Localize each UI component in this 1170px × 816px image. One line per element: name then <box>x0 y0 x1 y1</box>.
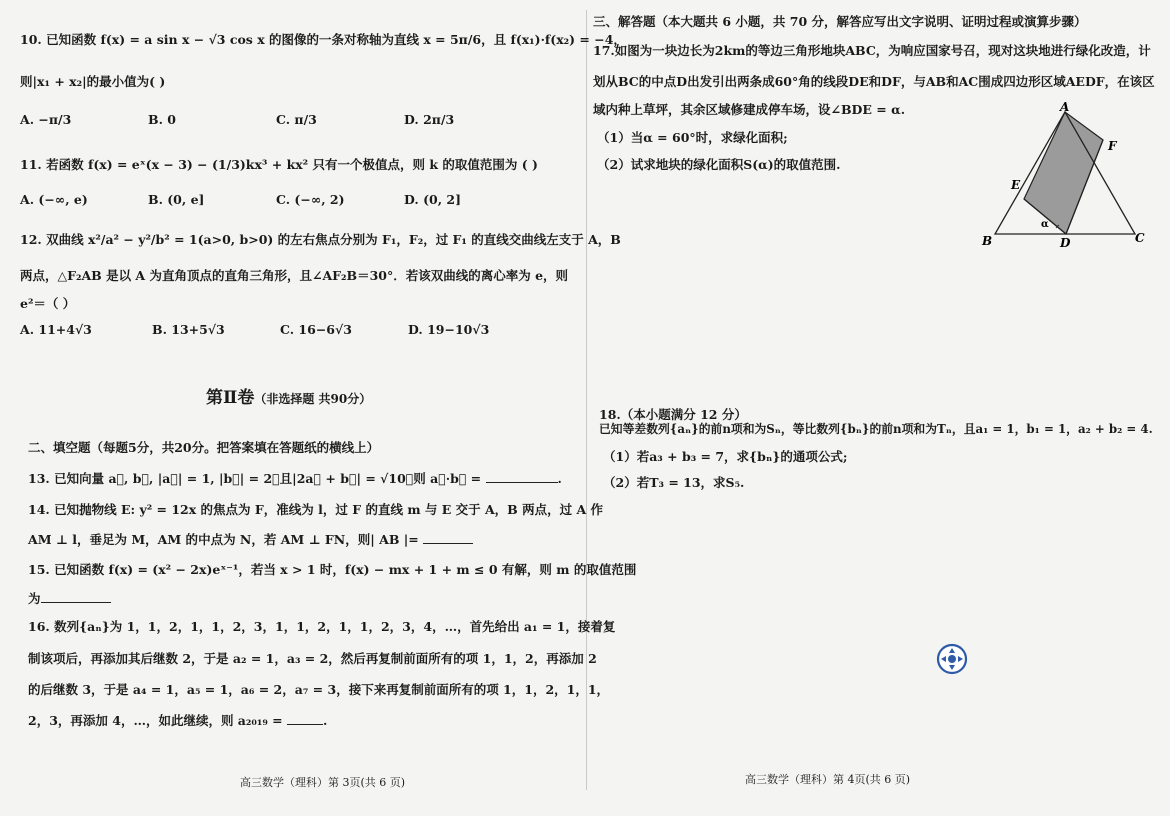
label-b: B <box>982 234 993 248</box>
q10-line1: 10. 已知函数 f(x) = a sin x − √3 cos x 的图像的一条对称轴为直线 x = 5π/6，且 f(x₁)·f(x₂) = −4， <box>20 32 626 47</box>
volume-title <box>206 383 371 408</box>
q10-option-b: B. 0 <box>148 112 176 127</box>
q14-line2 <box>28 530 473 548</box>
q12-option-b: B. 13+5√3 <box>152 322 225 337</box>
right-footer: 高三数学（理科）第 4页(共 6 页) <box>745 773 911 786</box>
q16-line1: 16. 数列{aₙ}为 1，1，2，1，1，2，3，1，1，2，1，1，2，3，4，…，首先给出 a₁ = 1，接着复 <box>28 619 616 634</box>
q18-line1: 已知等差数列{aₙ}的前n项和为Sₙ，等比数列{bₙ}的前n项和为Tₙ，且a₁ = 1，b₁ = 1，a₂ + b₂ = 4. <box>599 422 1153 436</box>
q15-line2 <box>28 589 111 607</box>
triangle-figure <box>980 100 1150 255</box>
q17-line1: 17.如图为一块边长为2km的等边三角形地块ABC，为响应国家号召，现对这块地进行绿化改造，计 <box>593 43 1151 58</box>
fill-section-header: 二、填空题（每题5分，共20分。把答案填在答题纸的横线上） <box>28 440 380 455</box>
q12-line1: 12. 双曲线 x²/a² − y²/b² = 1(a>0, b>0) 的左右焦点分别为 F₁，F₂，过 F₁ 的直线交曲线左支于 A，B <box>20 232 621 247</box>
solve-section-header: 三、解答题（本大题共 6 小题，共 70 分，解答应写出文字说明、证明过程或演算步骤） <box>593 14 1087 29</box>
q17-part2: （2）试求地块的绿化面积S(α)的取值范围. <box>597 157 841 172</box>
q10-option-a: A. −π/3 <box>20 112 72 127</box>
q11-option-d: D. (0, 2] <box>404 192 462 207</box>
q12-line2: 两点，△F₂AB 是以 A 为直角顶点的直角三角形，且∠AF₂B＝30°．若该双曲线的离心率为 e，则 <box>20 268 569 283</box>
q18-part1: （1）若a₃ + b₃ = 7，求{bₙ}的通项公式; <box>603 449 848 464</box>
q10-option-c: C. π/3 <box>276 112 317 127</box>
q16-line2: 制该项后，再添加其后继数 2，于是 a₂ = 1，a₃ = 2，然后再复制前面所有的项 1，1，2，再添加 2 <box>28 651 597 666</box>
q13-blank <box>486 482 558 483</box>
label-c: C <box>1135 231 1145 245</box>
green-area-aedf <box>1024 112 1103 234</box>
q14-line1: 14. 已知抛物线 E: y² = 12x 的焦点为 F，准线为 l，过 F 的直线 m 与 E 交于 A，B 两点，过 A 作 <box>28 502 603 517</box>
q12-line3: e²＝（ ） <box>20 296 76 311</box>
q14-blank <box>423 543 473 544</box>
volume-note: （非选择题 共90分） <box>254 392 372 406</box>
q15-line2-text: 为 <box>28 591 41 606</box>
q10-option-d: D. 2π/3 <box>404 112 455 127</box>
right-page <box>585 0 1170 816</box>
label-alpha: α <box>1041 219 1049 230</box>
label-e: E <box>1011 178 1021 192</box>
q14-line2-text: AM ⊥ l，垂足为 M，AM 的中点为 N，若 AM ⊥ FN，则| AB |= <box>28 532 424 547</box>
q11-option-a: A. (−∞, e) <box>20 192 88 207</box>
label-d: D <box>1060 236 1071 250</box>
q10-line2: 则|x₁ + x₂|的最小值为( ) <box>20 74 166 89</box>
q15-line1: 15. 已知函数 f(x) = (x² − 2x)eˣ⁻¹，若当 x > 1 时，f(x) − mx + 1 + m ≤ 0 有解，则 m 的取值范围 <box>28 562 637 577</box>
q12-option-c: C. 16−6√3 <box>280 322 352 337</box>
label-a: A <box>1060 100 1070 114</box>
q12-option-a: A. 11+4√3 <box>20 322 92 337</box>
q16-line4: 2，3，再添加 4，…，如此继续，则 a₂₀₁₉ = . <box>28 713 328 728</box>
q16-line4-text: 2，3，再添加 4，…，如此继续，则 a₂₀₁₉ = <box>28 713 287 728</box>
q13: 13. 已知向量 a⃗, b⃗, |a⃗| = 1, |b⃗| = 2，且|2a⃗ + b⃗| = √10，则 a⃗·b⃗ = . <box>28 471 562 486</box>
q18-title: 18.（本小题满分 12 分） <box>599 407 747 422</box>
label-f: F <box>1108 139 1117 153</box>
left-footer: 高三数学（理科）第 3页(共 6 页) <box>240 776 406 789</box>
q12-option-d: D. 19−10√3 <box>408 322 490 337</box>
q16-blank <box>287 724 323 725</box>
volume-title-text: 第Ⅱ卷 <box>206 388 255 408</box>
q11-line1: 11. 若函数 f(x) = eˣ(x − 3) − (1/3)kx³ + kx² 只有一个极值点，则 k 的取值范围为 ( ) <box>20 157 538 172</box>
q18-part2: （2）若T₃ = 13，求S₅. <box>603 475 745 490</box>
q17-part1: （1）当α = 60°时，求绿化面积; <box>597 130 788 145</box>
q11-option-b: B. (0, e] <box>148 192 205 207</box>
q11-option-c: C. (−∞, 2) <box>276 192 345 207</box>
q17-line2: 划从BC的中点D出发引出两条成60°角的线段DE和DF，与AB和AC围成四边形区域AEDF，在该区 <box>593 74 1155 89</box>
q16-line3: 的后继数 3，于是 a₄ = 1，a₅ = 1，a₆ = 2，a₇ = 3，接下来再复制前面所有的项 1，1，2，1，1， <box>28 682 610 697</box>
q17-line3: 域内种上草坪，其余区域修建成停车场，设∠BDE = α. <box>593 102 906 117</box>
floating-nav-icon[interactable] <box>936 643 968 675</box>
q13-text: 13. 已知向量 a⃗, b⃗, |a⃗| = 1, |b⃗| = 2，且|2a⃗ + b⃗| = √10，则 a⃗·b⃗ = <box>28 471 486 486</box>
q15-blank <box>41 602 111 603</box>
